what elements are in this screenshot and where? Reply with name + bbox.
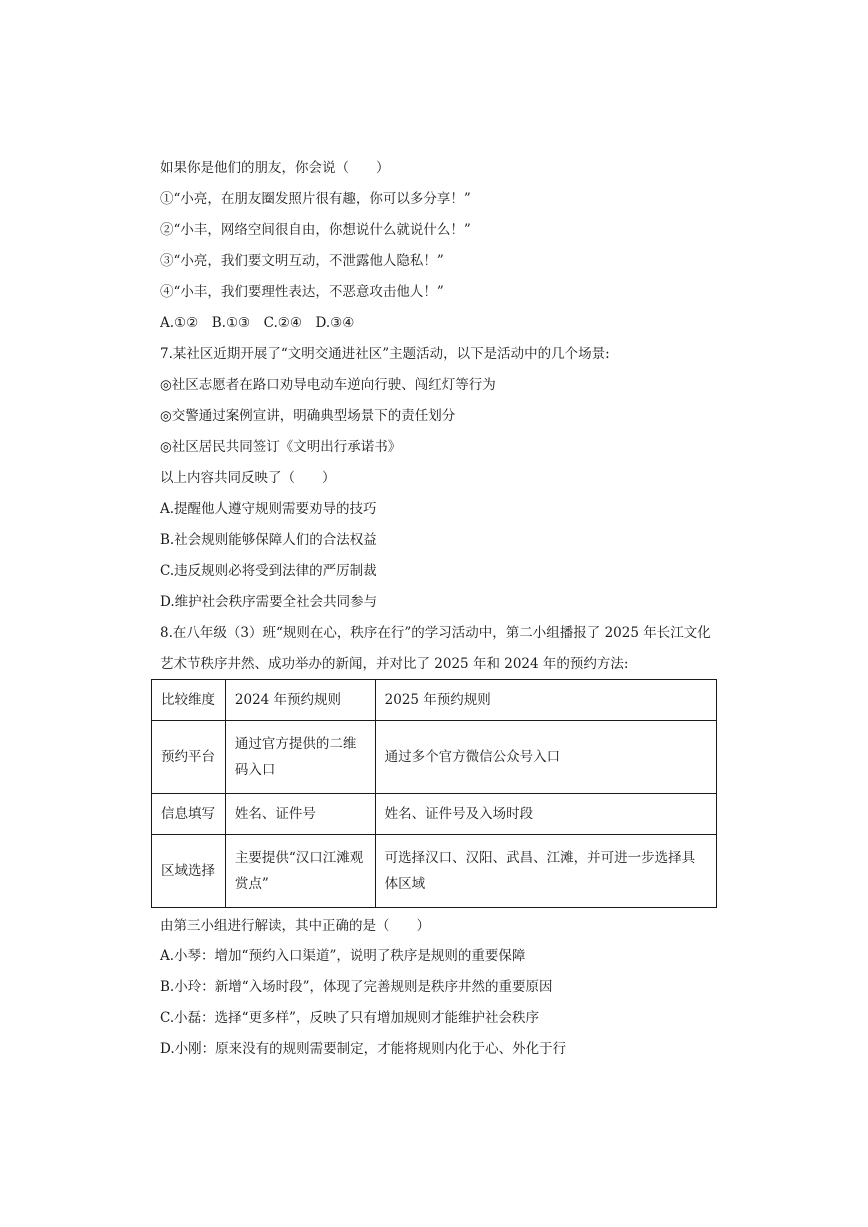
table-cell [225,835,375,908]
table-cell: 预约平台 [152,721,226,794]
q7-option-d: D.维护社会秩序需要全社会共同参与 [160,594,378,610]
q7-option-b: B.社会规则能够保障人们的合法权益 [160,532,377,548]
q8-stem-line-2: 艺术节秩序井然、成功举办的新闻，并对比了 2025 年和 2024 年的预约方法: [160,656,629,672]
q7-scene-1: ◎社区志愿者在路口劝导电动车逆向行驶、闯红灯等行为 [160,377,496,393]
q8-option-c: C.小磊：选择“更多样”，反映了只有增加规则才能维护社会秩序 [160,1010,539,1026]
table-row [152,721,717,794]
q8-option-b: B.小玲：新增“入场时段”，体现了完善规则是秩序井然的重要原因 [160,979,553,995]
table-cell: 姓名、证件号 [225,794,375,835]
q7-stem: 7.某社区近期开展了“文明交通进社区”主题活动，以下是活动中的几个场景: [160,346,610,362]
table-cell-text: 通过官方提供的二维码入口 [234,736,357,778]
q6-item-1: ①“小亮，在朋友圈发照片很有趣，你可以多分享！” [160,191,471,207]
q8-option-a: A.小琴：增加“预约入口渠道”，说明了秩序是规则的重要保障 [160,948,526,964]
q7-scene-3: ◎社区居民共同签订《文明出行承诺书》 [160,439,402,455]
table-cell: 区域选择 [152,835,226,908]
q7-option-c: C.违反规则必将受到法律的严厉制裁 [160,563,377,579]
q6-options: A.①② B.①③ C.②④ D.③④ [160,315,355,331]
table-cell: 信息填写 [152,794,226,835]
table-cell [375,835,716,908]
q7-option-a: A.提醒他人遵守规则需要劝导的技巧 [160,501,377,517]
q7-scene-2: ◎交警通过案例宣讲，明确典型场景下的责任划分 [160,408,456,424]
q8-stem-line-1: 8.在八年级（3）班“规则在心，秩序在行”的学习活动中，第二小组播报了 2025 年长江文化 [160,625,711,641]
q6-item-2: ②“小丰，网络空间很自由，你想说什么就说什么！” [160,222,471,238]
q7-question: 以上内容共同反映了（ ） [160,470,336,486]
table-header-cell: 2025 年预约规则 [375,680,716,721]
table-header-cell: 比较维度 [152,680,226,721]
q8-question: 由第三小组进行解读，其中正确的是（ ） [160,918,430,934]
q6-item-3: ③“小亮，我们要文明互动，不泄露他人隐私！” [160,253,444,269]
table-cell: 姓名、证件号及入场时段 [375,794,716,835]
comparison-table [151,679,717,908]
table-cell-text: 可选择汉口、汉阳、武昌、江滩，并可进一步选择具体区域 [384,850,696,892]
table-cell [225,721,375,794]
table-row [152,794,717,835]
q6-item-4: ④“小丰，我们要理性表达，不恶意攻击他人！” [160,284,444,300]
q6-stem: 如果你是他们的朋友，你会说（ ） [160,160,390,176]
table-header-row [152,680,717,721]
table-cell: 通过多个官方微信公众号入口 [375,721,716,794]
table-header-cell: 2024 年预约规则 [225,680,375,721]
q8-option-d: D.小刚：原来没有的规则需要制定，才能将规则内化于心、外化于行 [160,1041,567,1057]
table-row [152,835,717,908]
table-cell-text: 主要提供“汉口江滩观赏点” [234,850,364,892]
